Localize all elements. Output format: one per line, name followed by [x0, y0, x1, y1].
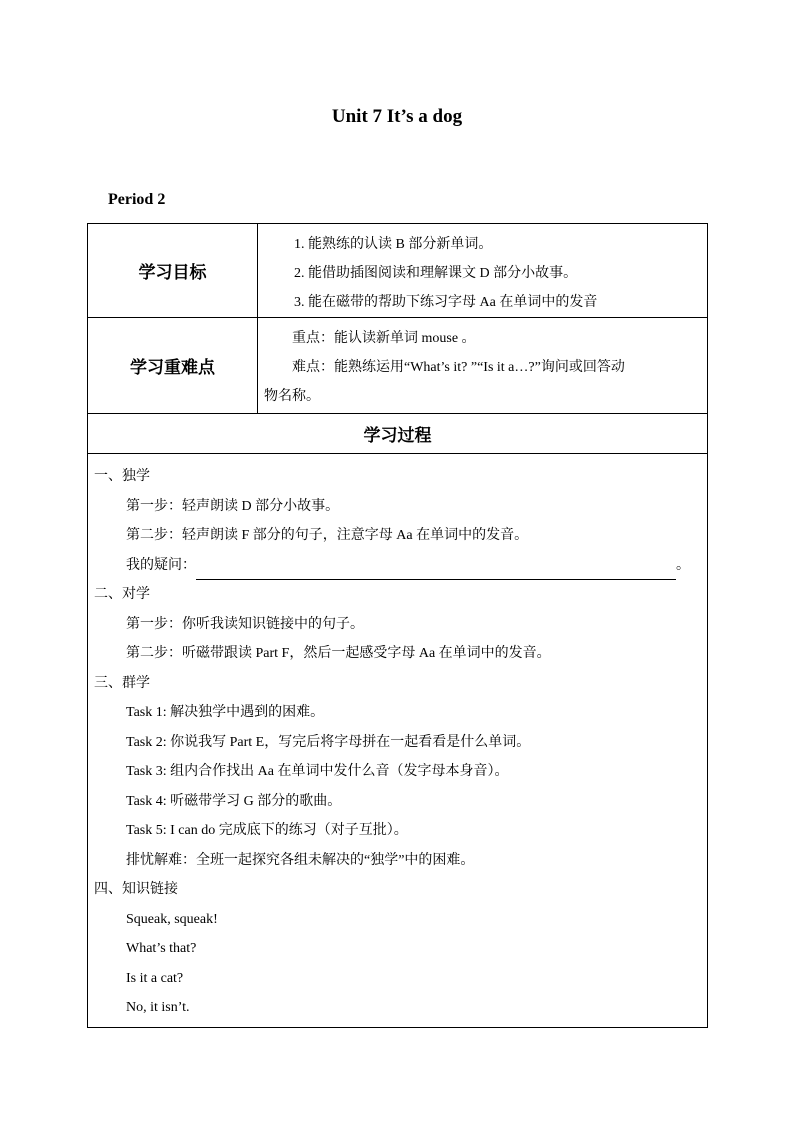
question-end: 。	[676, 557, 690, 573]
knowledge-line: Squeak, squeak!	[126, 911, 218, 927]
period-label: Period 2	[108, 191, 166, 208]
goals-cell	[258, 224, 708, 318]
task-1: Task 1: 解决独学中遇到的困难。	[126, 705, 325, 720]
process-header: 学习过程	[88, 414, 708, 454]
section-knowledge-title: 四、知识链接	[94, 882, 178, 897]
key-points-header: 学习重难点	[88, 318, 258, 414]
document-title: Unit 7 It’s a dog	[331, 106, 463, 127]
independent-step-1: 第一步：轻声朗读 D 部分小故事。	[126, 498, 340, 514]
task-5: Task 5: I can do 完成底下的练习（对子互批）。	[126, 823, 408, 838]
question-line	[94, 551, 701, 581]
process-header-row	[88, 414, 708, 454]
question-blank[interactable]	[196, 563, 676, 580]
process-content	[88, 454, 708, 1028]
pair-step-2: 第二步：听磁带跟读 Part F，然后一起感受字母 Aa 在单词中的发音。	[126, 646, 551, 661]
goal-item: 1. 能熟练的认读 B 部分新单词。	[294, 237, 493, 252]
key-point-difficulty-cont: 物名称。	[264, 389, 320, 404]
knowledge-line: Is it a cat?	[126, 970, 184, 986]
section-pair-title: 二、对学	[94, 587, 150, 602]
key-point-difficulty: 难点：能熟练运用“What’s it? ”“Is it a…?”询问或回答动	[292, 360, 625, 375]
goals-row	[88, 224, 708, 318]
lesson-plan-table	[87, 223, 708, 1028]
independent-step-2: 第二步：轻声朗读 F 部分的句子，注意字母 Aa 在单词中的发音。	[126, 528, 529, 543]
key-points-cell	[258, 318, 708, 414]
goals-header: 学习目标	[88, 224, 258, 318]
task-4: Task 4: 听磁带学习 G 部分的歌曲。	[126, 793, 342, 809]
task-3: Task 3: 组内合作找出 Aa 在单词中发什么音（发字母本身音）。	[126, 764, 509, 779]
question-label: 我的疑问：	[126, 557, 196, 573]
key-points-row	[88, 318, 708, 414]
section-independent-title: 一、独学	[94, 469, 150, 484]
key-point-focus: 重点：能认读新单词 mouse 。	[292, 331, 476, 346]
knowledge-line: What’s that?	[126, 941, 197, 956]
knowledge-line: No, it isn’t.	[126, 1000, 190, 1015]
task-2: Task 2: 你说我写 Part E，写完后将字母拼在一起看看是什么单词。	[126, 734, 531, 750]
goal-item: 3. 能在磁带的帮助下练习字母 Aa 在单词中的发音	[294, 295, 598, 310]
pair-step-1: 第一步：你听我读知识链接中的句子。	[126, 616, 364, 632]
section-group-title: 三、群学	[94, 675, 150, 691]
resolve-difficulties: 排忧解难：全班一起探究各组未解决的“独学”中的困难。	[126, 852, 475, 868]
goal-item: 2. 能借助插图阅读和理解课文 D 部分小故事。	[294, 266, 578, 281]
process-content-row	[88, 454, 708, 1028]
